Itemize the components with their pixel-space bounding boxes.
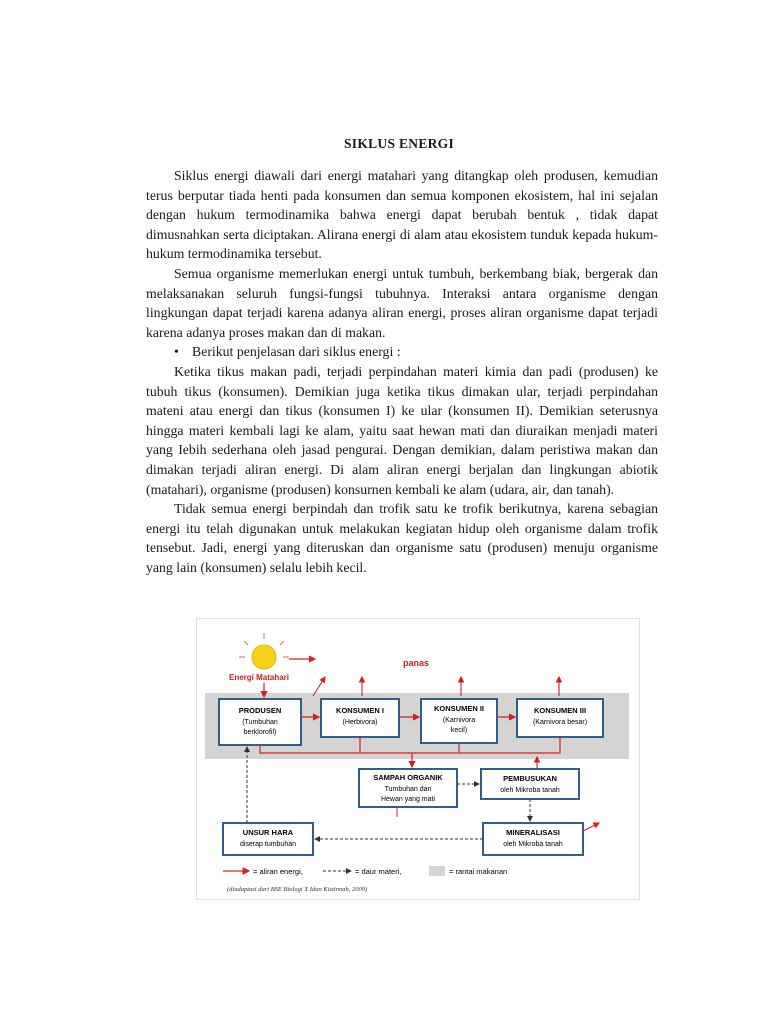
bullet-dot-icon: • xyxy=(174,344,179,360)
svg-text:KONSUMEN III: KONSUMEN III xyxy=(533,706,587,715)
svg-text:PEMBUSUKAN: PEMBUSUKAN xyxy=(503,774,557,783)
svg-text:UNSUR HARA: UNSUR HARA xyxy=(242,828,294,837)
box-konsumen-3 xyxy=(517,699,603,737)
bullet-item xyxy=(146,342,658,362)
svg-text:Hewan yang mati: Hewan yang mati xyxy=(380,796,436,803)
svg-text:= daur materi,: = daur materi, xyxy=(355,867,402,876)
mineralisasi-heat-arrow xyxy=(583,823,599,831)
box-pembusukan xyxy=(481,769,579,799)
heat-label: panas xyxy=(403,658,430,668)
svg-text:diserap tumbuhan: diserap tumbuhan xyxy=(239,841,297,848)
box-konsumen-2 xyxy=(421,699,497,743)
svg-text:oleh Mikroba tanah: oleh Mikroba tanah xyxy=(500,787,560,794)
svg-text:(Karnivora: (Karnivora xyxy=(442,717,476,724)
box-unsur-hara xyxy=(223,823,313,855)
svg-text:MINERALISASI: MINERALISASI xyxy=(506,828,560,837)
page-title: SIKLUS ENERGI xyxy=(343,136,455,151)
box-produsen xyxy=(219,699,301,745)
paragraph-1: Siklus energi diawali dari energi matahari yang ditangkap oleh produsen, kemudian terus berputar tiada henti pada konsumen dan semua komponen ekosistem, hal ini sejalan dengan hukum termodinamika bahwa energi dapat berubah bentuk , tidak dapat dimusnahkan serta diciptakan. Alirana energi di alam atau ekosistem tunduk kepada hukum-hukum termodinamika tersebut. xyxy=(146,168,658,262)
svg-text:(Herbivora): (Herbivora) xyxy=(342,719,378,726)
svg-text:SAMPAH ORGANIK: SAMPAH ORGANIK xyxy=(373,773,443,782)
svg-text:berklorofil): berklorofil) xyxy=(243,729,277,736)
paragraph-2: Semua organisme memerlukan energi untuk tumbuh, berkembang biak, bergerak dan melaksanakan seluruh fungsi-fungsi tubuhnya. Interaksi antara organisme dengan lingkungan dapat terjadi karena adanya aliran energi, proses aliran organisme dapat terjadi karena adanya proses makan dan di makan. xyxy=(146,265,658,340)
svg-text:Tumbuhan dan: Tumbuhan dan xyxy=(384,786,432,793)
box-konsumen-1 xyxy=(321,699,399,737)
body-text xyxy=(146,166,658,577)
svg-text:= rantai makanan: = rantai makanan xyxy=(449,867,508,876)
svg-text:= aliran energi,: = aliran energi, xyxy=(253,867,303,876)
svg-text:KONSUMEN II: KONSUMEN II xyxy=(433,704,485,713)
svg-text:kecil): kecil) xyxy=(450,727,468,734)
box-sampah-organik xyxy=(359,769,457,807)
svg-text:KONSUMEN I: KONSUMEN I xyxy=(336,706,384,715)
paragraph-4: Tidak semua energi berpindah dan trofik satu ke trofik berikutnya, karena sebagian energi itu telah digunakan untuk melakukan kegiatan hidup oleh organisme dalam trofik tensebut. Jadi, energi yang diteruskan dan organisme satu (produsen) menuju organisme yang lain (konsumen) selalu lebih kecil. xyxy=(146,501,658,575)
legend xyxy=(223,866,507,876)
svg-text:(Karnivora besar): (Karnivora besar) xyxy=(532,719,588,726)
figure-caption: (diadaptasi dari BSE Biologi X Idun Kistinnah, 2009) xyxy=(227,886,368,893)
svg-text:PRODUSEN: PRODUSEN xyxy=(238,706,282,715)
svg-text:oleh Mikroba tanah: oleh Mikroba tanah xyxy=(503,841,563,848)
sun-icon xyxy=(239,633,289,669)
sun-label: Energi Matahari xyxy=(229,673,290,682)
diagram-svg xyxy=(197,619,639,899)
bullet-text: Berikut penjelasan dari siklus energi : xyxy=(192,344,401,360)
box-mineralisasi xyxy=(483,823,583,855)
energy-cycle-diagram xyxy=(196,618,640,900)
svg-text:(Tumbuhan: (Tumbuhan xyxy=(242,719,278,726)
paragraph-3: Ketika tikus makan padi, terjadi perpindahan materi kimia dan padi (produsen) ke tubuh tikus (konsumen). Demikian juga ketika tikus dimakan ular, terjadi perpindahan mateni atau energi dan tikus (konsumen I) ke ular (konsumen II). Demikian seterusnya hingga materi kembali lagi ke alam, yaitu saat hewan mati dan diuraikan menjadi materi yang Iebih sederhana oleh jasad pengurai. Dengan demikian, dalam peristiwa makan dan dimakan terjadi aliran energi. Di alam aliran energi berjalan dan lingkungan abiotik (matahari), organisme (produsen) konsurnen kembali ke alam (udara, air, dan tanah). xyxy=(146,363,658,497)
